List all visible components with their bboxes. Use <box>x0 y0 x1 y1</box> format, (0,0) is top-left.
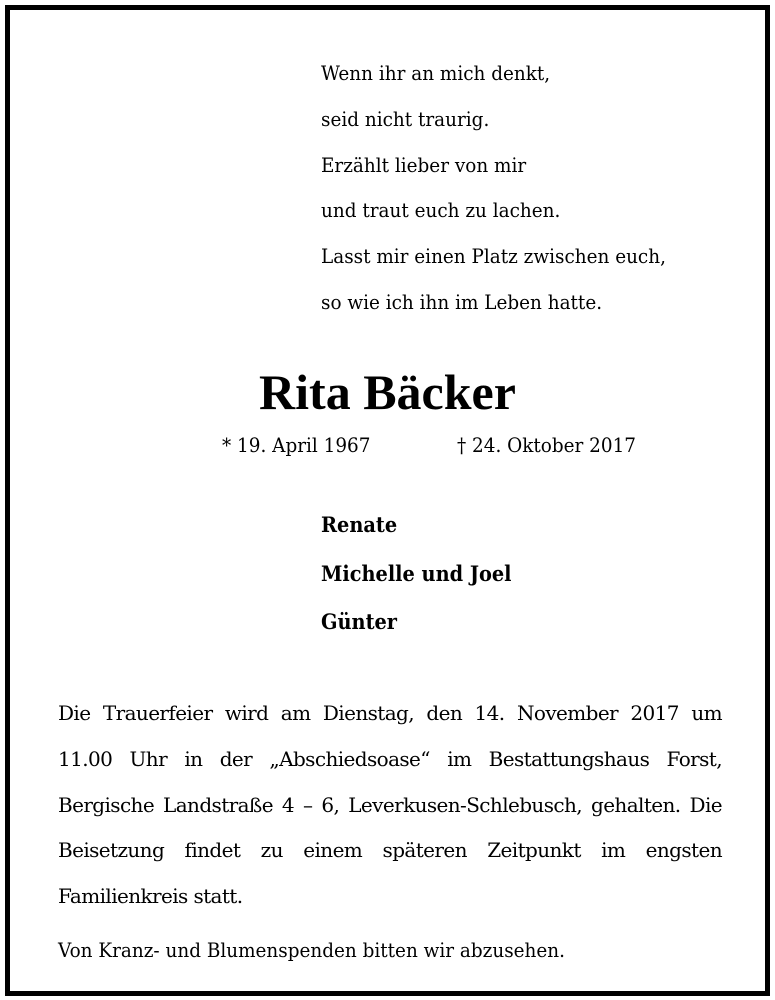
mourner-name: Renate <box>321 512 398 537</box>
poem-line: so wie ich ihn im Leben hatte. <box>321 289 603 314</box>
mourners-list <box>321 501 528 647</box>
poem-line: und traut euch zu lachen. <box>321 198 561 223</box>
poem <box>321 51 696 326</box>
mourner-name: Günter <box>321 609 398 634</box>
death-date: † 24. Oktober 2017 <box>457 433 637 457</box>
poem-line: seid nicht traurig. <box>321 106 490 131</box>
closing-note: Von Kranz- und Blumenspenden bitten wir abzusehen. <box>58 938 565 962</box>
mourner-name: Michelle und Joel <box>321 560 512 586</box>
obituary-frame <box>5 5 770 996</box>
birth-date: * 19. April 1967 <box>222 433 371 457</box>
funeral-notice: Die Trauerfeier wird am Dienstag, den 14. November 2017 um 11.00 Uhr in der „Abschiedsoase“ im Bestattungshaus Forst, Bergische Landstraße 4 – 6, Leverkusen-Schlebusch, gehalten. Die Beisetzung findet zu einem späteren Zeitpunkt im engsten Familienkreis statt. <box>58 701 722 909</box>
poem-line: Wenn ihr an mich denkt, <box>321 61 551 85</box>
poem-line: Lasst mir einen Platz zwischen euch, <box>321 244 666 269</box>
deceased-name: Rita Bäcker <box>259 364 516 420</box>
poem-line: Erzählt lieber von mir <box>321 152 527 177</box>
